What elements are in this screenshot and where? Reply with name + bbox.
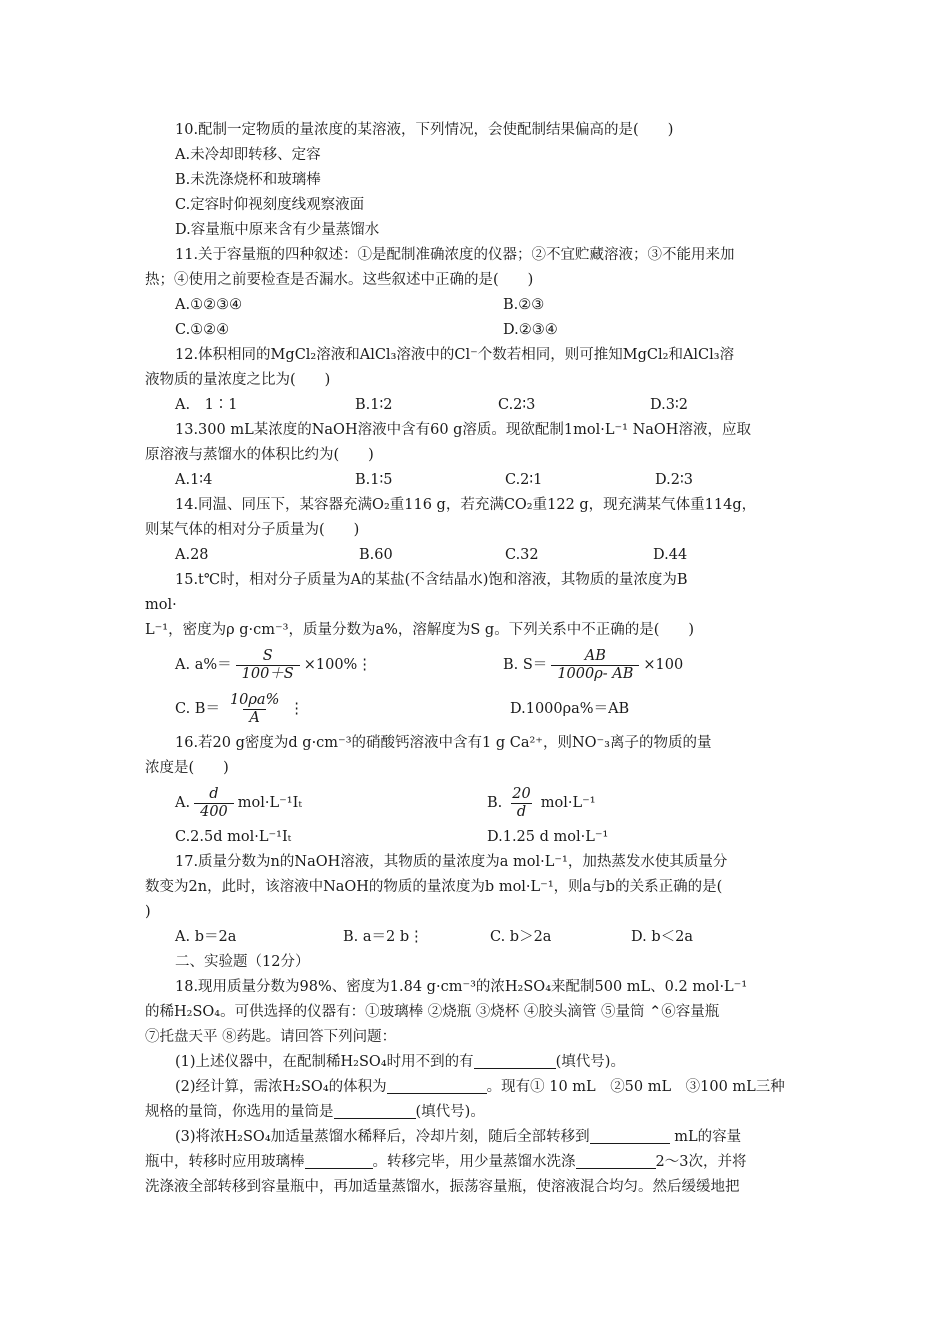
q16-stem: 16.若20 g密度为d g·cm⁻³的硝酸钙溶液中含有1 g Ca²⁺，则NO⁻₃离子的物质的量 bbox=[175, 735, 712, 751]
q16-a-prefix: A. bbox=[175, 795, 191, 811]
q18-part1-suffix: (填代号)。 bbox=[555, 1054, 625, 1070]
q14-option-a: A.28 bbox=[175, 547, 209, 563]
q10-option-c: C.定容时仰视刻度线观察液面 bbox=[175, 197, 365, 213]
q14-stem-cont: 则某气体的相对分子质量为( ) bbox=[145, 522, 360, 538]
q17-option-d: D. b＜2a bbox=[631, 929, 693, 945]
q18-stem-cont: 的稀H₂SO₄。可供选择的仪器有：①玻璃棒 ②烧瓶 ③烧杯 ④胶头滴管 ⑤量筒 ⌃⑥容量瓶 bbox=[145, 1004, 720, 1020]
q18-part3-blank-wash[interactable] bbox=[576, 1152, 656, 1169]
q15-b-denominator: 1000ρ- AB bbox=[551, 665, 639, 683]
q11-option-a: A.①②③④ bbox=[175, 297, 243, 313]
q12-option-c: C.2∶3 bbox=[498, 397, 536, 413]
q17-options bbox=[145, 925, 810, 950]
q15-c-denominator: A bbox=[243, 709, 265, 727]
q16-a-suffix: mol·L⁻¹Iₜ bbox=[237, 795, 302, 811]
q16-b-denominator: d bbox=[511, 803, 532, 821]
q18-part2-text: (2)经计算，需浓H₂SO₄的体积为 bbox=[175, 1079, 387, 1095]
q16-b-fraction bbox=[506, 786, 536, 821]
q17-option-c: C. b＞2a bbox=[490, 929, 552, 945]
q14-option-b: B.60 bbox=[359, 547, 393, 563]
q16-option-d: D.1.25 d mol·L⁻¹ bbox=[487, 829, 609, 845]
q15-option-d: D.1000ρa%＝AB bbox=[510, 701, 630, 717]
q15-a-numerator: S bbox=[262, 647, 273, 664]
q15-stem-cont: mol· bbox=[145, 597, 177, 613]
q18-part2-cont bbox=[145, 1100, 810, 1125]
q15-b-suffix: ×100 bbox=[643, 657, 684, 673]
q18-part3-cont bbox=[145, 1150, 810, 1175]
q13-option-b: B.1∶5 bbox=[355, 472, 393, 488]
q11-option-d: D.②③④ bbox=[503, 322, 558, 338]
q11-options-cd bbox=[145, 318, 810, 343]
q16-b-prefix: B. bbox=[487, 795, 503, 811]
q13-option-c: C.2∶1 bbox=[505, 472, 543, 488]
q18-part3-blank-flask[interactable] bbox=[590, 1127, 670, 1144]
q16-stem-cont: 浓度是( ) bbox=[145, 760, 229, 776]
q18-part1 bbox=[145, 1050, 810, 1075]
q18-stem-cont2: ⑦托盘天平 ⑧药匙。请回答下列问题： bbox=[145, 1029, 397, 1045]
q15-option-c bbox=[175, 687, 304, 731]
q16-option-a bbox=[175, 781, 302, 825]
q18-part3-cont-suffix: 2～3次，并将 bbox=[655, 1154, 747, 1170]
q16-options-ab bbox=[145, 781, 810, 825]
q18-part3 bbox=[145, 1125, 810, 1150]
q18-part3-cont-mid: 。转移完毕，用少量蒸馏水洗涤 bbox=[372, 1154, 576, 1170]
q18-part1-blank[interactable] bbox=[474, 1052, 556, 1069]
q13-stem-cont: 原溶液与蒸馏水的体积比约为( ) bbox=[145, 447, 374, 463]
q16-option-c: C.2.5d mol·L⁻¹Iₜ bbox=[175, 829, 292, 845]
q12-options bbox=[145, 393, 810, 418]
q17-stem: 17.质量分数为n的NaOH溶液，其物质的量浓度为a mol·L⁻¹，加热蒸发水使其质量分 bbox=[175, 854, 728, 870]
q11-options-ab bbox=[145, 293, 810, 318]
section-title: 二、实验题（12分） bbox=[175, 954, 310, 970]
q18-part2-cont-text: 规格的量筒，你选用的量筒是 bbox=[145, 1104, 334, 1120]
q12-option-d: D.3∶2 bbox=[650, 397, 688, 413]
q14-stem: 14.同温、同压下，某容器充满O₂重116 g，若充满CO₂重122 g，现充满某气体重114g， bbox=[175, 497, 757, 513]
q13-option-d: D.2∶3 bbox=[655, 472, 693, 488]
q18-part2 bbox=[145, 1075, 810, 1100]
q11-stem-cont: 热；④使用之前要检查是否漏水。这些叙述中正确的是( ) bbox=[145, 272, 534, 288]
q15-a-prefix: A. a%＝ bbox=[175, 657, 232, 673]
q17-option-b: B. a＝2 b⋮ bbox=[343, 929, 424, 945]
q18-stem: 18.现用质量分数为98%、密度为1.84 g·cm⁻³的浓H₂SO₄来配制500 mL、0.2 mol·L⁻¹ bbox=[175, 979, 748, 995]
q18-part2-options: 。现有① 10 mL ②50 mL ③100 mL三种 bbox=[486, 1079, 785, 1095]
q14-option-c: C.32 bbox=[505, 547, 539, 563]
q15-options-ab bbox=[145, 643, 810, 687]
q11-stem: 11.关于容量瓶的四种叙述：①是配制准确浓度的仪器；②不宜贮藏溶液；③不能用来加 bbox=[175, 247, 735, 263]
q16-options-cd bbox=[145, 825, 810, 850]
q16-a-numerator: d bbox=[209, 785, 219, 802]
q18-part3-cont-text: 瓶中，转移时应用玻璃棒 bbox=[145, 1154, 305, 1170]
exam-page bbox=[145, 118, 810, 1200]
q15-c-fraction bbox=[224, 692, 285, 727]
q16-b-numerator: 20 bbox=[512, 785, 531, 802]
q12-stem: 12.体积相同的MgCl₂溶液和AlCl₃溶液中的Cl⁻个数若相同，则可推知MgCl₂和AlCl₃溶 bbox=[175, 347, 735, 363]
q14-option-d: D.44 bbox=[653, 547, 688, 563]
q15-b-numerator: AB bbox=[584, 647, 606, 664]
q16-a-denominator: 400 bbox=[194, 803, 234, 821]
q15-b-prefix: B. S＝ bbox=[503, 657, 548, 673]
q18-part2-blank-cylinder[interactable] bbox=[334, 1102, 416, 1119]
q18-part3-text: (3)将浓H₂SO₄加适量蒸馏水稀释后，冷却片刻，随后全部转移到 bbox=[175, 1129, 590, 1145]
q18-part2-blank-volume[interactable] bbox=[387, 1077, 487, 1094]
q10-option-d: D.容量瓶中原来含有少量蒸馏水 bbox=[175, 222, 380, 238]
q16-option-b bbox=[487, 781, 596, 825]
q15-a-fraction bbox=[236, 648, 300, 683]
q15-b-fraction bbox=[551, 648, 639, 683]
q15-c-suffix: ⋮ bbox=[289, 701, 304, 717]
q16-b-suffix: mol·L⁻¹ bbox=[540, 795, 596, 811]
q15-a-denominator: 100＋S bbox=[236, 665, 300, 683]
q10-option-b: B.未洗涤烧杯和玻璃棒 bbox=[175, 172, 321, 188]
q17-stem-cont2: ) bbox=[145, 904, 151, 920]
q16-a-fraction bbox=[194, 786, 234, 821]
q13-option-a: A.1∶4 bbox=[175, 472, 213, 488]
q11-option-b: B.②③ bbox=[503, 297, 545, 313]
q17-option-a: A. b＝2a bbox=[175, 929, 237, 945]
q10-option-a: A.未冷却即转移、定容 bbox=[175, 147, 321, 163]
q14-options bbox=[145, 543, 810, 568]
q15-options-cd bbox=[145, 687, 810, 731]
q15-c-prefix: C. B＝ bbox=[175, 701, 220, 717]
q15-a-suffix: ×100%⋮ bbox=[303, 657, 372, 673]
q12-option-a: A. 1∶1 bbox=[175, 397, 238, 413]
q15-c-numerator: 10ρa% bbox=[229, 691, 280, 708]
q18-part3-cont2: 洗涤液全部转移到容量瓶中，再加适量蒸馏水，振荡容量瓶，使溶液混合均匀。然后缓缓地把 bbox=[145, 1179, 740, 1195]
q15-option-b bbox=[503, 643, 683, 687]
q11-option-c: C.①②④ bbox=[175, 322, 230, 338]
q18-part3-blank-rod[interactable] bbox=[305, 1152, 373, 1169]
q12-stem-cont: 液物质的量浓度之比为( ) bbox=[145, 372, 331, 388]
q10-stem: 10.配制一定物质的量浓度的某溶液，下列情况，会使配制结果偏高的是( ) bbox=[175, 122, 674, 138]
q15-option-a bbox=[175, 643, 372, 687]
q15-stem: 15.t℃时，相对分子质量为A的某盐(不含结晶水)饱和溶液，其物质的量浓度为B bbox=[175, 572, 688, 588]
q12-option-b: B.1∶2 bbox=[355, 397, 393, 413]
q15-stem-cont2: L⁻¹，密度为ρ g·cm⁻³，质量分数为a%，溶解度为S g。下列关系中不正确的是( ) bbox=[145, 622, 695, 638]
q13-options bbox=[145, 468, 810, 493]
q18-part2-cont-suffix: (填代号)。 bbox=[415, 1104, 485, 1120]
q18-part1-text: (1)上述仪器中，在配制稀H₂SO₄时用不到的有 bbox=[175, 1054, 474, 1070]
q18-part3-suffix: mL的容量 bbox=[674, 1129, 742, 1145]
q13-stem: 13.300 mL某浓度的NaOH溶液中含有60 g溶质。现欲配制1mol·L⁻¹ NaOH溶液，应取 bbox=[175, 422, 751, 438]
q17-stem-cont: 数变为2n，此时，该溶液中NaOH的物质的量浓度为b mol·L⁻¹，则a与b的关系正确的是( bbox=[145, 879, 723, 895]
